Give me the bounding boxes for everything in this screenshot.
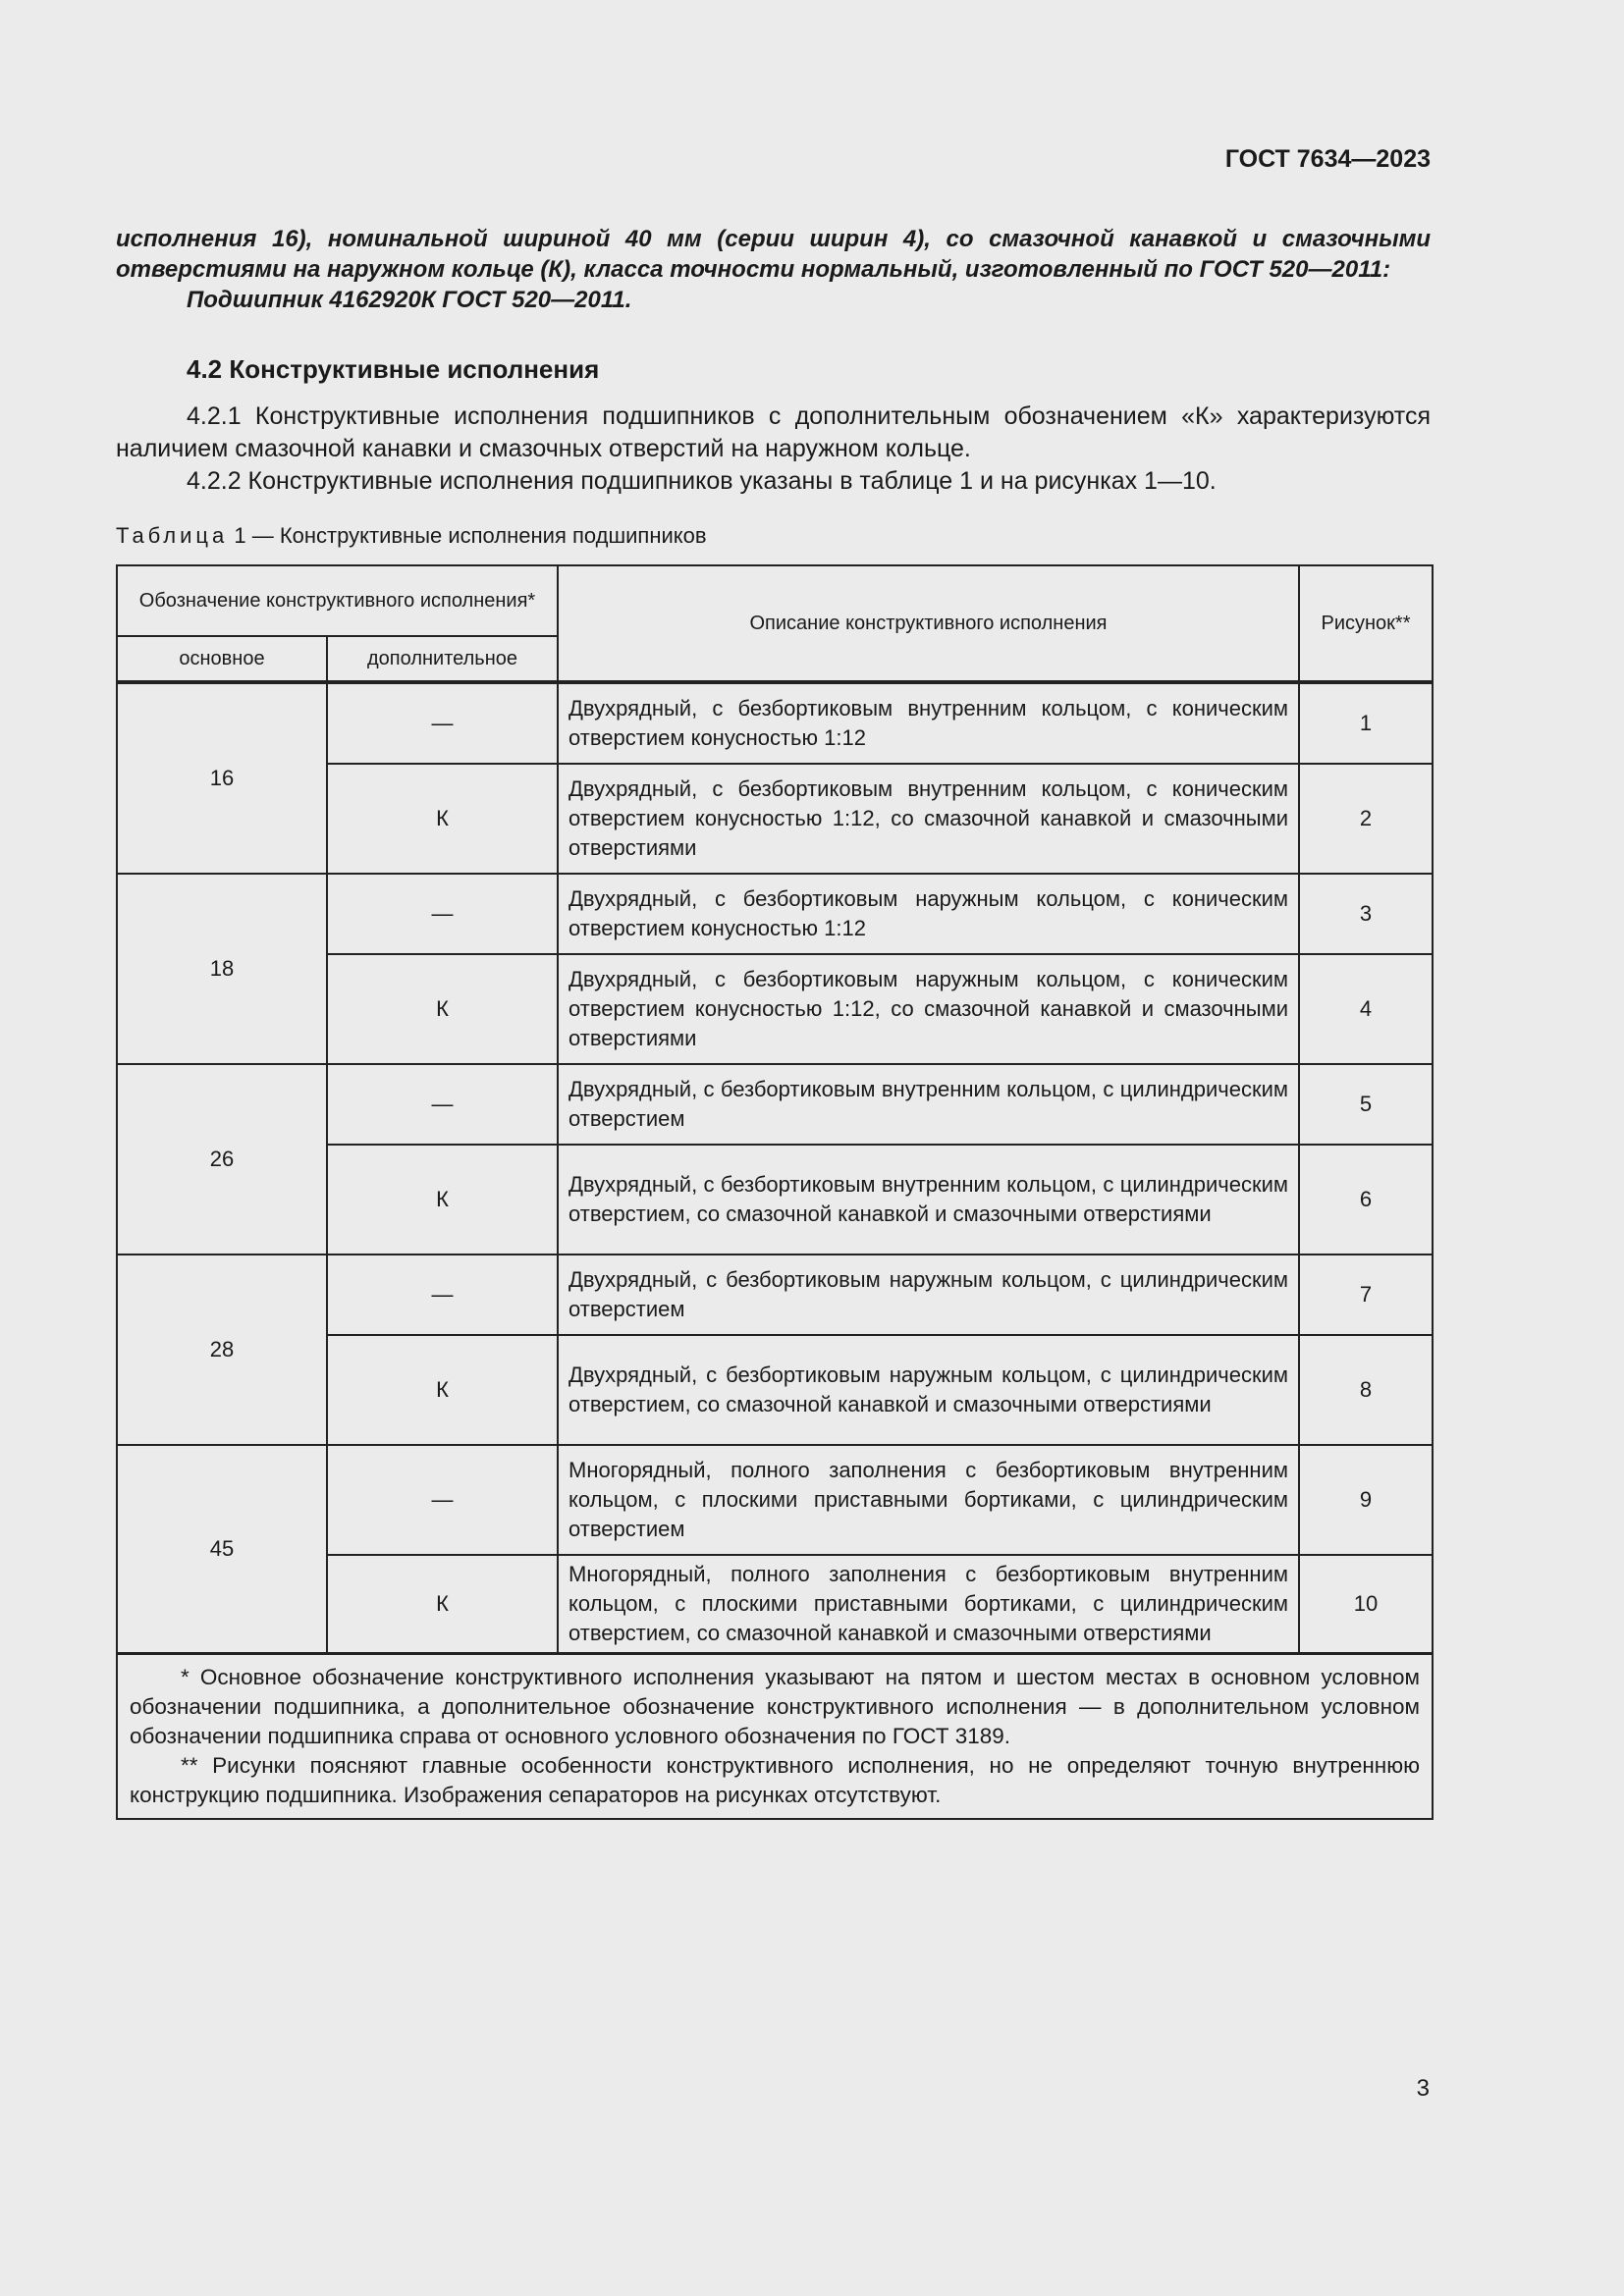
- table-row: [117, 1255, 1433, 1335]
- additional-designation-cell: К: [327, 954, 558, 1064]
- additional-designation-cell: —: [327, 1064, 558, 1145]
- header-description: Описание конструктивного исполнения: [558, 565, 1299, 682]
- header-designation: Обозначение конструктивного исполнения*: [117, 565, 558, 636]
- description-cell: Двухрядный, с безбортиковым внутренним кольцом, с цилиндрическим отверстием, со смазочной канавкой и смазочными отверстиями: [558, 1145, 1299, 1255]
- figure-cell: 1: [1299, 682, 1433, 764]
- additional-designation-cell: —: [327, 1255, 558, 1335]
- table-caption: [116, 523, 707, 549]
- table-footnotes: [117, 1654, 1433, 1820]
- main-designation-cell: 28: [117, 1255, 327, 1445]
- table-row: [117, 682, 1433, 764]
- footnotes-row: [117, 1654, 1433, 1820]
- description-cell: Двухрядный, с безбортиковым наружным кольцом, с цилиндрическим отверстием, со смазочной канавкой и смазочными отверстиями: [558, 1335, 1299, 1445]
- table-row: [117, 1064, 1433, 1145]
- section-heading: 4.2 Конструктивные исполнения: [187, 354, 600, 384]
- figure-cell: 10: [1299, 1555, 1433, 1654]
- header-additional: дополнительное: [327, 636, 558, 682]
- main-designation-cell: 45: [117, 1445, 327, 1654]
- additional-designation-cell: К: [327, 1145, 558, 1255]
- description-cell: Двухрядный, с безбортиковым наружным кольцом, с коническим отверстием конусностью 1:12, со смазочной канавкой и смазочными отверстиями: [558, 954, 1299, 1064]
- main-designation-cell: 26: [117, 1064, 327, 1255]
- designation-example: Подшипник 4162920К ГОСТ 520—2011.: [187, 287, 632, 313]
- description-cell: Двухрядный, с безбортиковым внутренним кольцом, с цилиндрическим отверстием: [558, 1064, 1299, 1145]
- additional-designation-cell: К: [327, 1555, 558, 1654]
- additional-designation-cell: К: [327, 1335, 558, 1445]
- bearing-design-table: [116, 564, 1434, 1820]
- document-code: ГОСТ 7634—2023: [1224, 145, 1431, 173]
- figure-cell: 5: [1299, 1064, 1433, 1145]
- footnote-2: ** Рисунки поясняют главные особенности конструктивного исполнения, но не определяют точную внутреннюю конструкцию подшипника. Изображения сепараторов на рисунках отсутствуют.: [130, 1753, 1420, 1807]
- additional-designation-cell: —: [327, 682, 558, 764]
- main-designation-cell: 18: [117, 874, 327, 1064]
- description-cell: Двухрядный, с безбортиковым наружным кольцом, с коническим отверстием конусностью 1:12: [558, 874, 1299, 954]
- table-row: [117, 874, 1433, 954]
- description-cell: Двухрядный, с безбортиковым внутренним кольцом, с коническим отверстием конусностью 1:12, со смазочной канавкой и смазочными отверстиями: [558, 764, 1299, 874]
- figure-cell: 6: [1299, 1145, 1433, 1255]
- description-cell: Двухрядный, с безбортиковым наружным кольцом, с цилиндрическим отверстием: [558, 1255, 1299, 1335]
- clause-4-2-2: 4.2.2 Конструктивные исполнения подшипников указаны в таблице 1 и на рисунках 1—10.: [187, 467, 1217, 495]
- footnote-1: * Основное обозначение конструктивного исполнения указывают на пятом и шестом местах в основном условном обозначении подшипника, а дополнительное обозначение конструктивного исполнения — в дополнительном условном обозначении подшипника справа от основного условного обозначения по ГОСТ 3189.: [130, 1665, 1420, 1748]
- main-designation-cell: 16: [117, 682, 327, 874]
- figure-cell: 7: [1299, 1255, 1433, 1335]
- figure-cell: 9: [1299, 1445, 1433, 1555]
- additional-designation-cell: —: [327, 874, 558, 954]
- intro-paragraph: исполнения 16), номинальной шириной 40 мм (серии ширин 4), со смазочной канавкой и смазочными отверстиями на наружном кольце (К), класса точности нормальный, изготовленный по ГОСТ 520—2011:: [116, 226, 1431, 283]
- figure-cell: 3: [1299, 874, 1433, 954]
- table-caption-word: Таблица: [116, 523, 229, 548]
- description-cell: Двухрядный, с безбортиковым внутренним кольцом, с коническим отверстием конусностью 1:12: [558, 682, 1299, 764]
- figure-cell: 8: [1299, 1335, 1433, 1445]
- figure-cell: 4: [1299, 954, 1433, 1064]
- header-main: основное: [117, 636, 327, 682]
- description-cell: Многорядный, полного заполнения с безбортиковым внутренним кольцом, с плоскими приставными бортиками, с цилиндрическим отверстием: [558, 1445, 1299, 1555]
- clause-4-2-1: 4.2.1 Конструктивные исполнения подшипников с дополнительным обозначением «К» характеризуются наличием смазочной канавки и смазочных отверстий на наружном кольце.: [116, 402, 1431, 462]
- figure-cell: 2: [1299, 764, 1433, 874]
- page-number: 3: [1416, 2075, 1430, 2102]
- header-figure: Рисунок**: [1299, 565, 1433, 682]
- table-row: [117, 1445, 1433, 1555]
- additional-designation-cell: —: [327, 1445, 558, 1555]
- section-body: [116, 400, 1431, 498]
- table-caption-text: 1 — Конструктивные исполнения подшипников: [234, 523, 707, 548]
- intro-block: [116, 224, 1431, 315]
- description-cell: Многорядный, полного заполнения с безбортиковым внутренним кольцом, с плоскими приставными бортиками, с цилиндрическим отверстием, со смазочной канавкой и смазочными отверстиями: [558, 1555, 1299, 1654]
- additional-designation-cell: К: [327, 764, 558, 874]
